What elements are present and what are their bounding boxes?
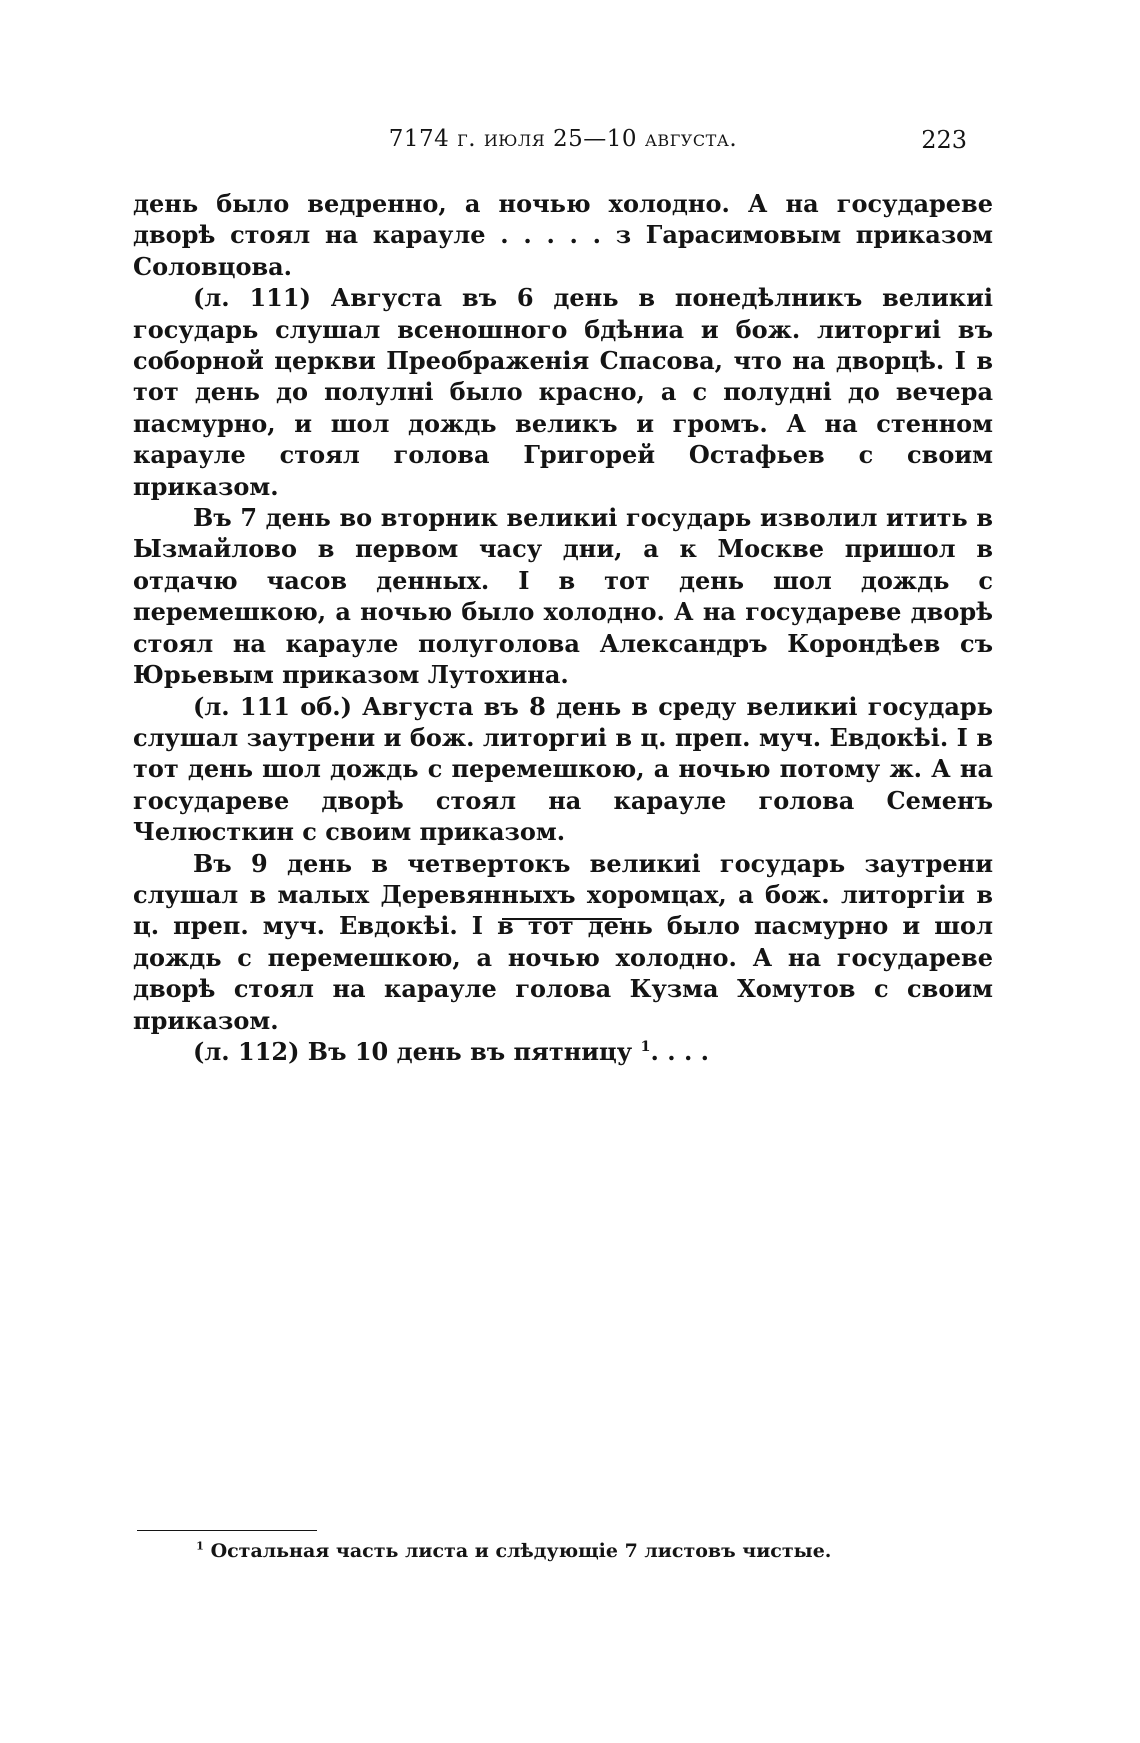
paragraph-august-10-text: (л. 112) Въ 10 день въ пятницу [193, 1036, 633, 1066]
running-title: 7174 г. июля 25—10 августа. [388, 126, 738, 152]
paragraph-august-10 [133, 1036, 993, 1067]
footnote [196, 1538, 976, 1564]
section-end-rule [502, 918, 622, 920]
running-head [135, 126, 991, 158]
paragraph-august-9: Въ 9 день в четвертокъ великиі государь заутрени слушал в малых Деревянныхъ хоромцах, а бож. литоргіи в ц. преп. муч. Евдокѣі. І в тот день было пасмурно и шол дождь с перемешкою, а ночью холодно. А на государеве дворѣ стоял на карауле голова Кузма Хомутов с своим приказом. [133, 848, 993, 1035]
body-text [133, 188, 993, 1067]
ellipsis: . . . . [650, 1036, 710, 1066]
footnote-reference: 1 [640, 1037, 651, 1055]
paragraph-continuation: день было ведренно, а ночью холодно. А на государеве дворѣ стоял на карауле . . . . . з Гарасимовым приказом Соловцова. [133, 189, 993, 281]
paragraph-august-6: (л. 111) Августа въ 6 день в понедѣлникъ великиі государь слушал всеношного бдѣниа и бож. литоргиі въ соборной церкви Преображенія Спасова, что на дворцѣ. І в тот день до полулні было красно, а с полудні до вечера пасмурно, и шол дождь великъ и громъ. А на стенном карауле стоял голова Григорей Остафьев с своим приказом. [133, 283, 993, 501]
paragraph-august-8: (л. 111 об.) Августа въ 8 день в среду великиі государь слушал заутрени и бож. литоргиі в ц. преп. муч. Евдокѣі. І в тот день шол дождь с перемешкою, а ночью потому ж. А на государеве дворѣ стоял на карауле голова Семенъ Челюсткин с своим приказом. [133, 691, 993, 847]
paragraph-august-7: Въ 7 день во вторник великиі государь изволил итить в Ызмайлово в первом часу дни, а к Москве пришол в отдачю часов денных. І в тот день шол дождь с перемешкою, а ночью было холодно. А на государеве дворѣ стоял на карауле полуголова Александръ Корондѣев съ Юрьевым приказом Лутохина. [133, 503, 993, 690]
page-number: 223 [921, 126, 967, 154]
footnote-separator [137, 1530, 317, 1531]
footnote-mark: 1 [196, 1538, 204, 1553]
footnote-text: Остальная часть листа и слѣдующіе 7 листовъ чистые. [210, 1540, 832, 1562]
